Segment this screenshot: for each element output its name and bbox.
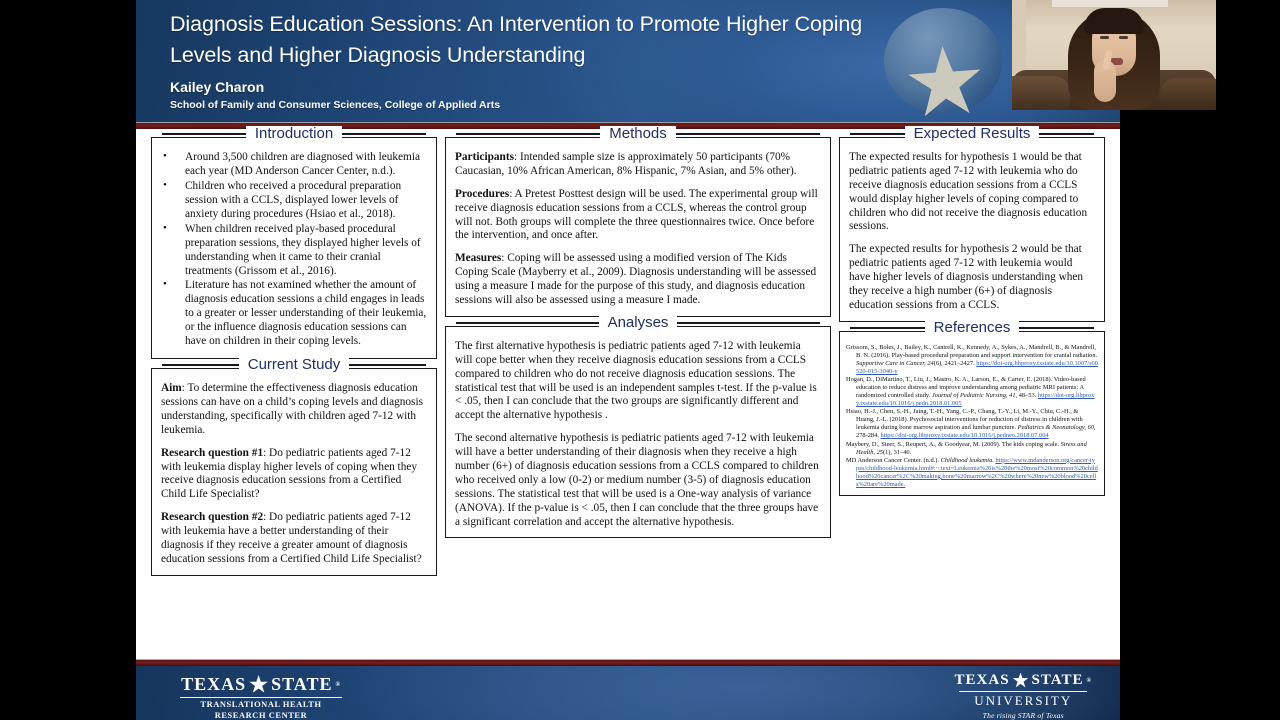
paragraph-procedures <box>455 188 821 244</box>
column-left <box>151 125 437 576</box>
header-divider <box>136 122 1120 129</box>
section-body-methods <box>446 138 830 316</box>
thrc-subtitle-line-2: RESEARCH CENTER <box>214 710 308 720</box>
presenter-hair-top <box>1084 8 1144 34</box>
paragraph-text: : To determine the effectiveness diagnosis education sessions can have on a child’s coping levels and diagnosis understanding, specifically with children aged 7-12 with leukemia. <box>161 382 423 436</box>
wordmark-texas: TEXAS <box>181 674 247 694</box>
reference-line <box>846 376 1098 408</box>
section-analyses <box>445 313 831 539</box>
section-title-methods: Methods <box>600 126 676 141</box>
rule-left <box>456 322 599 324</box>
section-title-introduction: Introduction <box>246 126 342 141</box>
reference-italic: Childhood leukemia. <box>940 456 994 464</box>
star-icon <box>249 675 268 694</box>
paragraph-measures <box>455 252 821 308</box>
section-body-introduction <box>152 138 436 358</box>
section-body-references <box>840 332 1104 495</box>
reference-italic: Stress and Health, 25 <box>856 440 1087 456</box>
section-title-references: References <box>925 320 1020 335</box>
webcam-couch-cushion-left <box>1012 76 1070 110</box>
registered-mark: ® <box>1086 677 1092 684</box>
paragraph-aim <box>161 382 427 438</box>
section-references <box>839 318 1105 496</box>
presenter-eye-left <box>1100 36 1109 39</box>
paragraph-rq2 <box>161 511 427 567</box>
list-item: • Literature has not examined whether the amount of diagnosis education sessions a child engages in leads to a greater or lesser understanding of their leukemia, or the influence diagnosis education sessions can have on children in their coping levels. <box>161 279 427 349</box>
poster-content <box>136 125 1120 659</box>
tsu-university-label: UNIVERSITY <box>974 693 1073 709</box>
reference-text: Hsiao, H.-J., Chen, S.-H., Jaing, T.-H., Yang, C.-P., Chang, T.-Y., Li, M.-Y., Chiu, C.-H., & Huang, J.-L. (2018). Psychosocial interventions for reduction of distress in children with leukemia during bone marrow aspiration and lumbar puncture. <box>846 408 1083 432</box>
paragraph-label: Research question #2 <box>161 511 264 524</box>
section-title-current-study: Current Study <box>239 357 350 372</box>
conference-poster <box>136 0 1120 720</box>
rule-right <box>677 322 820 324</box>
reference-after: (6), 2421–2427. <box>933 359 977 367</box>
thrc-subtitle-line-1: TRANSLATIONAL HEALTH <box>200 700 322 710</box>
author-name: Kailey Charon <box>170 79 265 96</box>
reference-text: Hogan, D., DiMartino, T., Liu, J., Mastro, K. A., Larson, E., & Carter, E. (2018). Video-based education to reduce distress and improve understanding among pediatric MRI patients: A randomized controlled study. <box>846 376 1086 400</box>
reference-line <box>846 457 1098 489</box>
reference-entry <box>846 376 1098 408</box>
rule-right <box>1039 133 1094 135</box>
section-introduction <box>151 125 437 359</box>
paragraph-label: Participants <box>455 151 514 163</box>
author-affiliation: School of Family and Consumer Sciences, College of Applied Arts <box>170 99 501 112</box>
wordmark-state: STATE <box>271 674 333 694</box>
paragraph-text: : A Pretest Posttest design will be used. The experimental group will receive diagnosis education sessions from a CCLS, whereas the control group will not. Both groups will complete the three questionnaires twice. Once before the intervention, and once after. <box>455 187 818 242</box>
poster-header-banner <box>136 0 1120 122</box>
rule-left <box>850 133 905 135</box>
paragraph-expected-1: The expected results for hypothesis 1 would be that pediatric patients aged 7-12 with leukemia who do receive diagnosis education sessions from a CCLS would display higher levels of coping compared to children who did not receive the diagnosis education sessions. <box>849 151 1088 233</box>
paragraph-label: Measures <box>455 252 502 265</box>
introduction-bullet-list <box>161 151 427 349</box>
webcam-top-band <box>1052 0 1168 7</box>
section-body-current-study <box>152 369 436 575</box>
reference-line <box>846 441 1098 457</box>
paragraph-text: : Coping will be assessed using a modified version of The Kids Coping Scale (Mayberry et al., 2009). Diagnosis understanding will be assessed using a measure I made for the purpose of this study, and diagnosis education sessions will also be assessed using a measure I made. <box>455 252 817 307</box>
star-icon <box>1013 673 1029 689</box>
reference-after: (1), 31–40. <box>882 448 912 456</box>
section-body-analyses <box>446 327 830 538</box>
logo-texas-state-thrc <box>180 674 342 720</box>
page-title: Diagnosis Education Sessions: An Intervention to Promote Higher Coping Levels and Higher Diagnosis Understanding <box>170 12 863 67</box>
paragraph-participants <box>455 151 821 179</box>
reference-line <box>846 408 1098 440</box>
paragraph-text: : Intended sample size is approximately 50 participants (70% Caucasian, 10% African American, 8% Hispanic, 7% Asian, and 5% other). <box>455 151 797 177</box>
paragraph-text: : Do pediatric patients aged 7-12 with leukemia display higher levels of coping when they receive diagnosis education sessions from a Certified Child Life Specialist? <box>161 446 418 501</box>
reference-entry <box>846 441 1098 457</box>
presenter-eye-right <box>1119 36 1128 39</box>
paragraph-hypothesis-2: The second alternative hypothesis is pediatric patients aged 7-12 with leukemia will have a better understanding of their diagnosis when they receive a high number (6+) of diagnosis education sessions from a CCLS compared to children who received only a low (0-2) or medium number (3-5) of diagnosis education sessions. The statistical test that will be used is a One-way analysis of variance (ANOVA). If the p-value is < .05, then I can conclude that the three groups have a significant correlation and accept the alternative hypothesis. <box>455 432 819 528</box>
rule-left <box>850 327 925 329</box>
paragraph-label: Procedures <box>455 187 510 200</box>
paragraph-hypothesis-1: The first alternative hypothesis is pediatric patients aged 7-12 with leukemia will cope better when they receive diagnosis education sessions from a CCLS compared to children who do not receive diagnosis education sessions. The statistical test that will be used is an independent samples t-test. If the p-value is < .05, then I can conclude that the two groups are significantly different and accept the alternative hypothesis . <box>455 339 817 422</box>
poster-footer <box>136 666 1120 720</box>
rule-left <box>162 133 246 135</box>
rule-left <box>456 133 600 135</box>
webcam-couch-cushion-right <box>1160 78 1216 110</box>
section-methods <box>445 125 831 317</box>
tsu-wordmark <box>955 672 1092 689</box>
column-middle <box>445 125 831 538</box>
paragraph-expected-2: The expected results for hypothesis 2 would be that pediatric patients aged 7-12 with leukemia would have higher levels of diagnosis understanding when they receive a high number (6+) of diagnosis education sessions from a CCLS. <box>849 243 1084 311</box>
paragraph-label: Research question #1 <box>161 446 264 459</box>
reference-link[interactable]: https://doi-org.libproxy.txstate.edu/10.1007/s00520-015-3040-y <box>856 359 1098 375</box>
footer-divider <box>136 659 1120 666</box>
wordmark-texas: TEXAS <box>954 672 1010 688</box>
section-expected-results <box>839 125 1105 322</box>
registered-mark: ® <box>335 681 341 688</box>
reference-text: MD Anderson Cancer Center. (n.d.). <box>846 456 941 464</box>
rule-right <box>1019 327 1094 329</box>
divider <box>959 691 1087 692</box>
reference-link[interactable]: https://doi-org.libproxy.txstate.edu/10.1016/j.pedneo.2018.07.004 <box>880 432 1049 440</box>
thrc-wordmark <box>180 674 342 695</box>
section-title-expected-results: Expected Results <box>905 126 1040 141</box>
rule-right <box>676 133 820 135</box>
tsu-tagline: The rising STAR of Texas <box>982 711 1064 720</box>
list-item: • When children received play-based procedural preparation sessions, they displayed higher levels of understanding when it came to their cranial treatments (Grissom et al., 2016). <box>161 223 427 279</box>
reference-italic: Journal of Pediatric Nursing, 41 <box>931 392 1016 400</box>
section-body-expected-results <box>840 138 1104 321</box>
wordmark-state: STATE <box>1031 672 1084 688</box>
reference-entry <box>846 408 1098 440</box>
rule-right <box>349 364 426 366</box>
list-item: • Around 3,500 children are diagnosed with leukemia each year (MD Anderson Cancer Center, n.d.). <box>161 151 427 179</box>
paragraph-rq1 <box>161 447 427 503</box>
rule-left <box>162 364 239 366</box>
divider <box>180 697 342 698</box>
paragraph-text: : Do pediatric patients aged 7-12 with leukemia have a better understanding of their diagnosis if they receive a greater amount of diagnosis education sessions from a Certified Child Life Specialist? <box>161 511 422 565</box>
reference-after: , 278-284. <box>856 424 1096 440</box>
reference-after: , 48–53. <box>1015 392 1038 400</box>
reference-line <box>846 344 1098 376</box>
section-current-study <box>151 356 437 576</box>
header-text-block <box>136 0 1120 111</box>
reference-text: Grissom, S., Boles, J., Bailey, K., Cantrell, K., Kennedy, A., Sykes, A., Mandrell, B., & Mandrell, B. N. (2016). Play-based procedural preparation and support intervention for cranial radiation. <box>846 343 1098 359</box>
presenter-webcam-video[interactable] <box>1012 0 1216 110</box>
reference-entry <box>846 457 1098 489</box>
list-item: • Children who received a procedural preparation session with a CCLS, displayed lower levels of anxiety during procedures (Hsiao et al., 2018). <box>161 180 427 222</box>
paragraph-label: Aim <box>161 382 182 395</box>
reference-italic: Supportive Care in Cancer, 24 <box>856 359 934 367</box>
logo-texas-state-university <box>955 672 1092 720</box>
reference-text: Maybery, D., Steer, S., Reupert, A., & Goodyear, M. (2009). The kids coping scale. <box>846 440 1061 448</box>
reference-italic: Pediatrics & Neonatology, 60 <box>1017 424 1094 432</box>
reference-entry <box>846 344 1098 376</box>
reference-link[interactable]: https://www.mdanderson.org/cancer-types/childhood-leukemia.html#:~:text=Leukemia%20is%20the%20most%20common%20childhood%20cancer%2C%20making,bone%20marrow%2C%20where%20new%20blood%20cells%20are%20made. <box>856 456 1098 488</box>
rule-right <box>342 133 426 135</box>
column-right <box>839 125 1105 496</box>
section-title-analyses: Analyses <box>599 315 678 330</box>
reference-link[interactable]: https://doi-org.libproxy.txstate.edu/10.1016/j.pedn.2018.01.005 <box>856 392 1095 408</box>
